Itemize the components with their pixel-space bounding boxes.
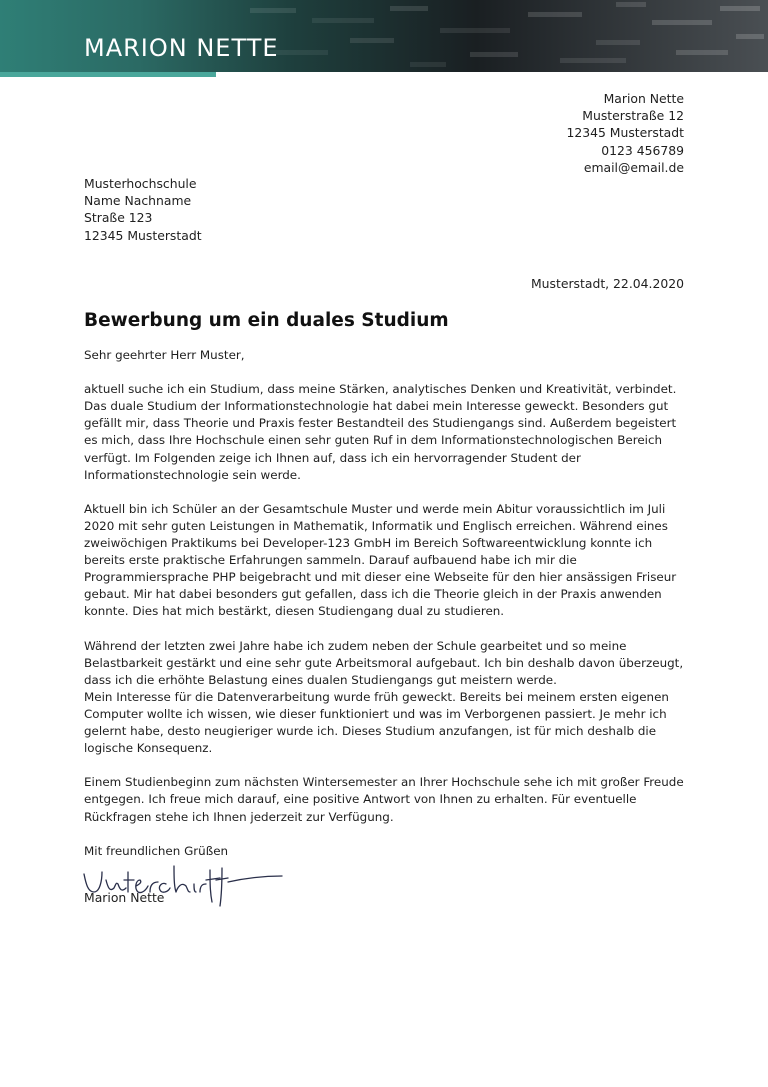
sender-email: email@email.de xyxy=(583,159,684,175)
recipient-address xyxy=(84,175,202,244)
sender-city: 12345 Musterstadt xyxy=(566,125,684,141)
recipient-city: 12345 Musterstadt xyxy=(84,227,202,243)
letter-body xyxy=(84,347,688,877)
paragraph-education: Aktuell bin ich Schüler an der Gesamtschule Muster und werde mein Abitur voraussichtlich im Juli 2020 mit sehr guten Leistungen in Mathematik, Informatik und Englisch erreichen. Während eines zweiwöchigen Praktikums bei Developer-123 GmbH im Bereich Softwareentwicklung konnte ich bereits erste praktische Erfahrungen sammeln. Darauf aufbauend habe ich mir die Programmiersprache PHP beigebracht und mit dieser eine Webseite für den hier ansässigen Friseur gebaut. Mir hat dabei besonders gut gefallen, dass ich die Theorie gleich in der Praxis anwenden konnte. Dies hat mich bestärkt, diesen Studiengang dual zu studieren. xyxy=(84,501,677,619)
paragraph-interest: Mein Interesse für die Datenverarbeitung wurde früh geweckt. Bereits bei meinem ersten eigenen Computer wollte ich wissen, wie dieser funktioniert und was im Verborgenen passiert. Je mehr ich gelernt habe, desto neugieriger wurde ich. Dieses Studium anzufangen, ist für mich deshalb die logische Konsequenz. xyxy=(84,689,669,756)
header-banner xyxy=(0,0,768,72)
sender-street: Musterstraße 12 xyxy=(582,108,684,124)
paragraph-closing-remarks: Einem Studienbeginn zum nächsten Wintersemester an Ihrer Hochschule sehe ich mit großer Freude entgegen. Ich freue mich darauf, eine positive Antwort von Ihnen zu erhalten. Für eventuelle Rückfragen stehe ich Ihnen jederzeit zur Verfügung. xyxy=(84,775,684,824)
closing-phrase: Mit freundlichen Grüßen xyxy=(84,843,229,858)
recipient-institution: Musterhochschule xyxy=(84,176,197,191)
signature-name: Marion Nette xyxy=(84,890,165,905)
paragraph-motivation: aktuell suche ich ein Studium, dass meine Stärken, analytisches Denken und Kreativität, verbindet. Das duale Studium der Informationstechnologie hat dabei mein Interesse geweckt. Besonders gut gefällt mir, dass Theorie und Praxis fester Bestandteil des Studiengangs sind. Außerdem begeistert es mich, dass Ihre Hochschule einen sehr guten Ruf in dem Informationstechnologischen Bereich verfügt. Im Folgenden zeige ich Ihnen auf, dass ich ein hervorragender Student der Informationstechnologie sein werde. xyxy=(84,382,677,482)
paragraph-resilience: Während der letzten zwei Jahre habe ich zudem neben der Schule gearbeitet und so meine Belastbarkeit gestärkt und eine sehr gute Arbeitsmoral aufgebaut. Ich bin deshalb davon überzeugt, dass ich die erhöhte Belastung eines dualen Studiengangs gut meistern werde. xyxy=(84,638,684,687)
recipient-contact: Name Nachname xyxy=(84,193,192,209)
recipient-street: Straße 123 xyxy=(84,210,153,226)
salutation: Sehr geehrter Herr Muster, xyxy=(84,348,245,362)
letter-subject: Bewerbung um ein duales Studium xyxy=(84,310,449,331)
letter-date: Musterstadt, 22.04.2020 xyxy=(530,276,684,291)
sender-address xyxy=(566,90,684,176)
sender-phone: 0123 456789 xyxy=(601,142,684,158)
sender-name: Marion Nette xyxy=(603,91,684,106)
header-name: MARION NETTE xyxy=(84,34,279,62)
banner-accent-bar xyxy=(0,72,216,77)
